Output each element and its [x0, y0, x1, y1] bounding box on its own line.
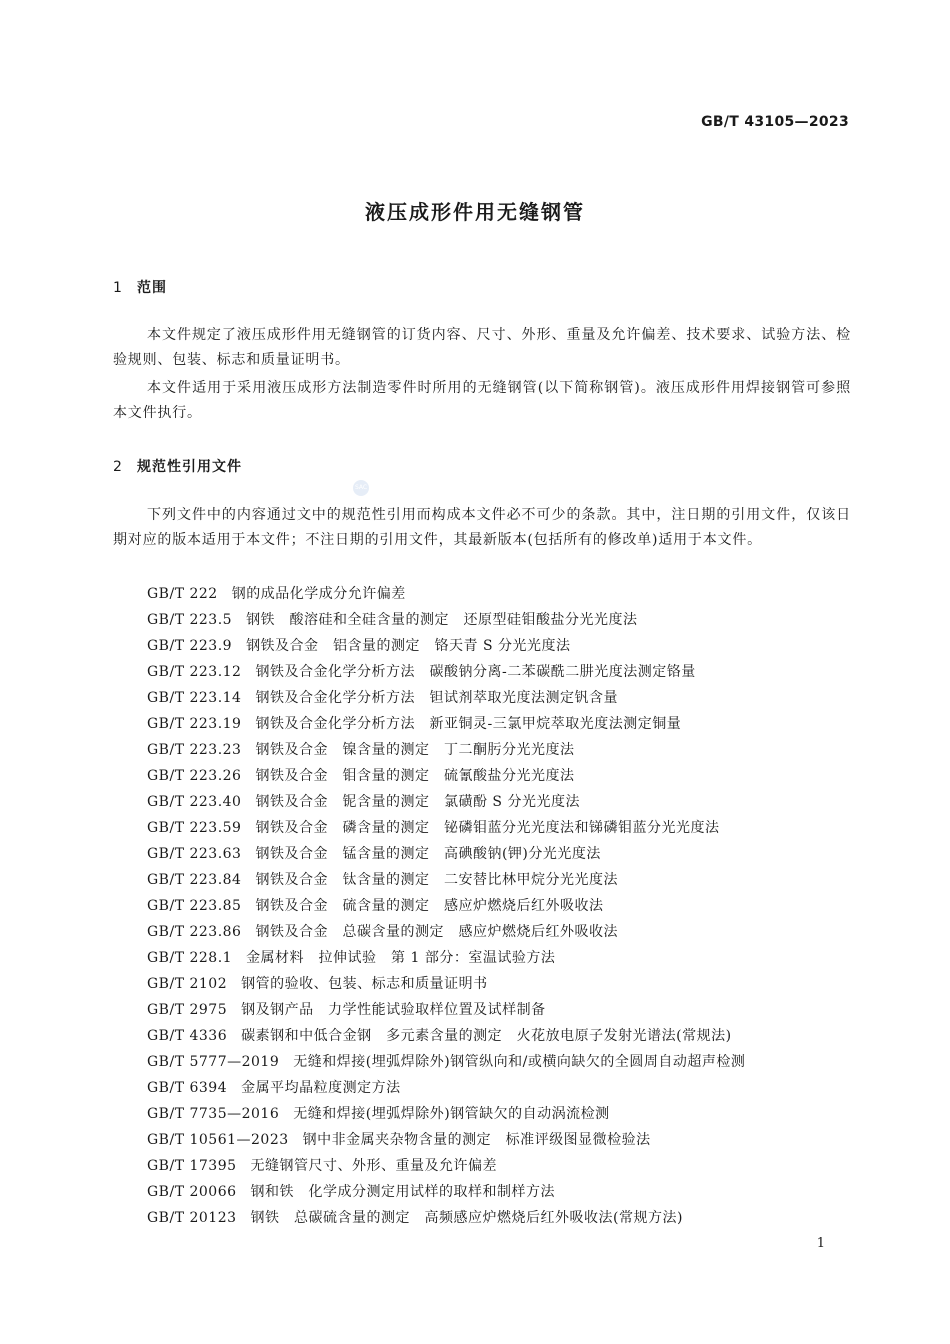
reference-code: GB/T 223.40: [147, 794, 242, 810]
reference-item: [147, 685, 745, 711]
reference-code: GB/T 17395: [147, 1158, 237, 1174]
reference-title: 钢铁及合金 总碳含量的测定 感应炉燃烧后红外吸收法: [255, 924, 618, 940]
reference-item: [147, 971, 745, 997]
reference-item: [147, 893, 745, 919]
section-title: 范围: [137, 280, 167, 296]
reference-item: [147, 789, 745, 815]
section-2-heading: [113, 456, 242, 476]
reference-code: GB/T 223.19: [147, 716, 242, 732]
scope-paragraph-2: 本文件适用于采用液压成形方法制造零件时所用的无缝钢管(以下简称钢管)。液压成形件用焊接钢管可参照本文件执行。: [113, 380, 851, 421]
reference-item: [147, 1101, 745, 1127]
reference-code: GB/T 223.12: [147, 664, 242, 680]
reference-item: [147, 815, 745, 841]
reference-title: 钢及钢产品 力学性能试验取样位置及试样制备: [241, 1002, 546, 1018]
section-number: 2: [113, 459, 123, 475]
reference-item: [147, 1153, 745, 1179]
sac-watermark-logo: SAC: [353, 480, 369, 496]
reference-item: [147, 919, 745, 945]
reference-item: [147, 633, 745, 659]
section-title: 规范性引用文件: [137, 459, 242, 475]
reference-title: 无缝和焊接(埋弧焊除外)钢管缺欠的自动涡流检测: [293, 1106, 610, 1122]
normative-references-intro: 下列文件中的内容通过文中的规范性引用而构成本文件必不可少的条款。其中，注日期的引用文件，仅该日期对应的版本适用于本文件；不注日期的引用文件，其最新版本(包括所有的修改单)适用于本文件。: [113, 507, 851, 548]
reference-item: [147, 659, 745, 685]
reference-title: 金属材料 拉伸试验 第 1 部分：室温试验方法: [246, 950, 556, 966]
reference-item: [147, 841, 745, 867]
reference-code: GB/T 223.23: [147, 742, 242, 758]
reference-code: GB/T 7735—2016: [147, 1106, 280, 1122]
reference-title: 钢铁及合金 镍含量的测定 丁二酮肟分光光度法: [255, 742, 575, 758]
section-1-heading: [113, 277, 167, 297]
reference-code: GB/T 228.1: [147, 950, 233, 966]
reference-title: 钢铁及合金 钛含量的测定 二安替比林甲烷分光光度法: [255, 872, 618, 888]
reference-item: [147, 997, 745, 1023]
reference-item: [147, 607, 745, 633]
reference-code: GB/T 2975: [147, 1002, 228, 1018]
section-number: 1: [113, 280, 123, 296]
reference-item: [147, 1205, 745, 1231]
reference-title: 钢铁及合金 硫含量的测定 感应炉燃烧后红外吸收法: [255, 898, 604, 914]
reference-title: 钢铁及合金化学分析方法 碳酸钠分离-二苯碳酰二肼光度法测定铬量: [255, 664, 696, 680]
reference-title: 钢铁及合金 铝含量的测定 铬天青 S 分光光度法: [246, 638, 571, 654]
reference-item: [147, 737, 745, 763]
reference-code: GB/T 10561—2023: [147, 1132, 289, 1148]
reference-title: 无缝钢管尺寸、外形、重量及允许偏差: [250, 1158, 498, 1174]
reference-title: 钢管的验收、包装、标志和质量证明书: [241, 976, 488, 992]
page-number: 1: [816, 1236, 825, 1251]
reference-code: GB/T 2102: [147, 976, 228, 992]
reference-item: [147, 1127, 745, 1153]
reference-code: GB/T 223.59: [147, 820, 242, 836]
reference-item: [147, 711, 745, 737]
reference-list: [147, 581, 745, 1231]
reference-title: 钢铁及合金 铌含量的测定 氯磺酚 S 分光光度法: [255, 794, 580, 810]
reference-item: [147, 1049, 745, 1075]
reference-item: [147, 1179, 745, 1205]
reference-title: 钢铁及合金 磷含量的测定 铋磷钼蓝分光光度法和锑磷钼蓝分光光度法: [255, 820, 720, 836]
reference-item: [147, 581, 745, 607]
reference-code: GB/T 4336: [147, 1028, 228, 1044]
reference-item: [147, 763, 745, 789]
reference-code: GB/T 223.9: [147, 638, 233, 654]
reference-item: [147, 945, 745, 971]
reference-title: 钢铁及合金 锰含量的测定 高碘酸钠(钾)分光光度法: [255, 846, 601, 862]
reference-code: GB/T 223.26: [147, 768, 242, 784]
reference-title: 钢铁及合金化学分析方法 钽试剂萃取光度法测定钒含量: [255, 690, 618, 706]
reference-title: 钢铁 总碳硫含量的测定 高频感应炉燃烧后红外吸收法(常规方法): [250, 1210, 683, 1226]
reference-code: GB/T 20123: [147, 1210, 237, 1226]
reference-title: 钢铁 酸溶硅和全硅含量的测定 还原型硅钼酸盐分光光度法: [246, 612, 638, 628]
reference-title: 钢中非金属夹杂物含量的测定 标准评级图显微检验法: [302, 1132, 651, 1148]
reference-code: GB/T 6394: [147, 1080, 228, 1096]
reference-code: GB/T 5777—2019: [147, 1054, 280, 1070]
reference-title: 钢铁及合金化学分析方法 新亚铜灵-三氯甲烷萃取光度法测定铜量: [255, 716, 682, 732]
reference-code: GB/T 223.14: [147, 690, 242, 706]
standard-number: GB/T 43105—2023: [701, 114, 849, 130]
reference-code: GB/T 222: [147, 586, 218, 602]
reference-title: 碳素钢和中低合金钢 多元素含量的测定 火花放电原子发射光谱法(常规法): [241, 1028, 732, 1044]
reference-title: 无缝和焊接(埋弧焊除外)钢管纵向和/或横向缺欠的全圆周自动超声检测: [293, 1054, 746, 1070]
reference-code: GB/T 223.5: [147, 612, 233, 628]
reference-title: 金属平均晶粒度测定方法: [241, 1080, 401, 1096]
reference-title: 钢铁及合金 钼含量的测定 硫氰酸盐分光光度法: [255, 768, 575, 784]
reference-item: [147, 1075, 745, 1101]
reference-item: [147, 867, 745, 893]
reference-code: GB/T 223.63: [147, 846, 242, 862]
document-title: 液压成形件用无缝钢管: [365, 200, 585, 224]
scope-paragraph-1: 本文件规定了液压成形件用无缝钢管的订货内容、尺寸、外形、重量及允许偏差、技术要求、试验方法、检验规则、包装、标志和质量证明书。: [113, 327, 851, 368]
reference-title: 钢和铁 化学成分测定用试样的取样和制样方法: [250, 1184, 556, 1200]
reference-item: [147, 1023, 745, 1049]
reference-code: GB/T 20066: [147, 1184, 237, 1200]
reference-title: 钢的成品化学成分允许偏差: [231, 586, 406, 602]
reference-code: GB/T 223.84: [147, 872, 242, 888]
reference-code: GB/T 223.85: [147, 898, 242, 914]
reference-code: GB/T 223.86: [147, 924, 242, 940]
